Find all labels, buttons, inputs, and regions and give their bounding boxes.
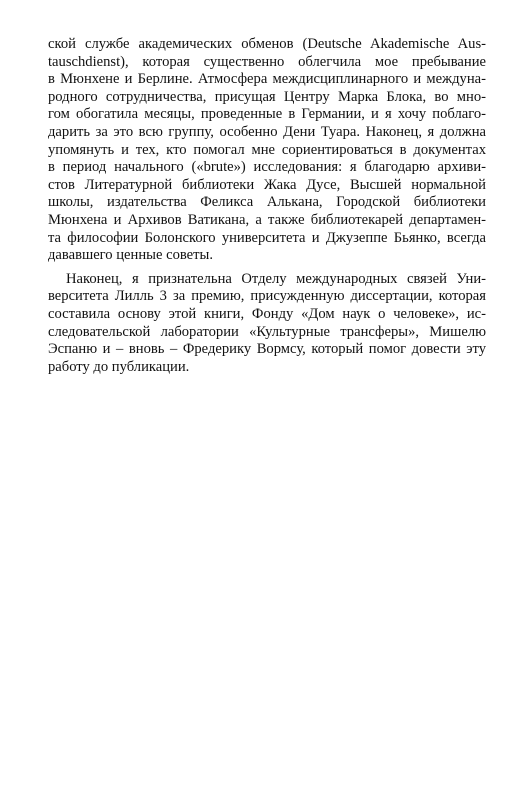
text-line: школы, издательства Феликса Алькана, Городской библиотеки bbox=[48, 194, 486, 211]
text-line: составила основу этой книги, Фонду «Дом наук о человеке», ис- bbox=[48, 305, 486, 322]
text-line: tauschdienst), которая существенно облегчила мое пребывание bbox=[48, 53, 486, 70]
text-line: в период начального («brute») исследования: я благодарю архиви- bbox=[48, 159, 486, 176]
text-line: ской службе академических обменов (Deutsche Akademische Aus- bbox=[48, 36, 486, 52]
paragraph-acknowledgments-2 bbox=[48, 271, 486, 377]
text-line: верситета Лилль 3 за премию, присужденную диссертации, которая bbox=[48, 288, 486, 305]
text-line: упомянуть и тех, кто помогал мне сориентироваться в документах bbox=[48, 141, 486, 158]
text-line: работу до публикации. bbox=[48, 358, 190, 375]
text-line: родного сотрудничества, присущая Центру Марка Блока, во мно- bbox=[48, 88, 486, 105]
text-line: Эспаню и – вновь – Фредерику Вормсу, который помог довести эту bbox=[48, 341, 486, 358]
text-line: в Мюнхене и Берлине. Атмосфера междисциплинарного и междуна- bbox=[48, 71, 486, 88]
text-line: та философии Болонского университета и Джузеппе Бьянко, всегда bbox=[48, 229, 486, 246]
text-line: гом обогатила месяцы, проведенные в Германии, и я хочу поблаго- bbox=[48, 106, 486, 123]
text-line: дарить за это всю группу, особенно Дени Туара. Наконец, я должна bbox=[48, 123, 486, 140]
body-text bbox=[48, 36, 486, 376]
paragraph-acknowledgments-1 bbox=[48, 36, 486, 265]
text-line: следовательской лаборатории «Культурные трансферы», Мишелю bbox=[48, 323, 486, 340]
text-line: Мюнхена и Архивов Ватикана, а также библиотекарей департамен- bbox=[48, 211, 486, 228]
text-line: дававшего ценные советы. bbox=[48, 247, 213, 264]
text-line: стов Литературной библиотеки Жака Дусе, Высшей нормальной bbox=[48, 176, 486, 193]
text-line: Наконец, я признательна Отделу международных связей Уни- bbox=[66, 270, 486, 287]
